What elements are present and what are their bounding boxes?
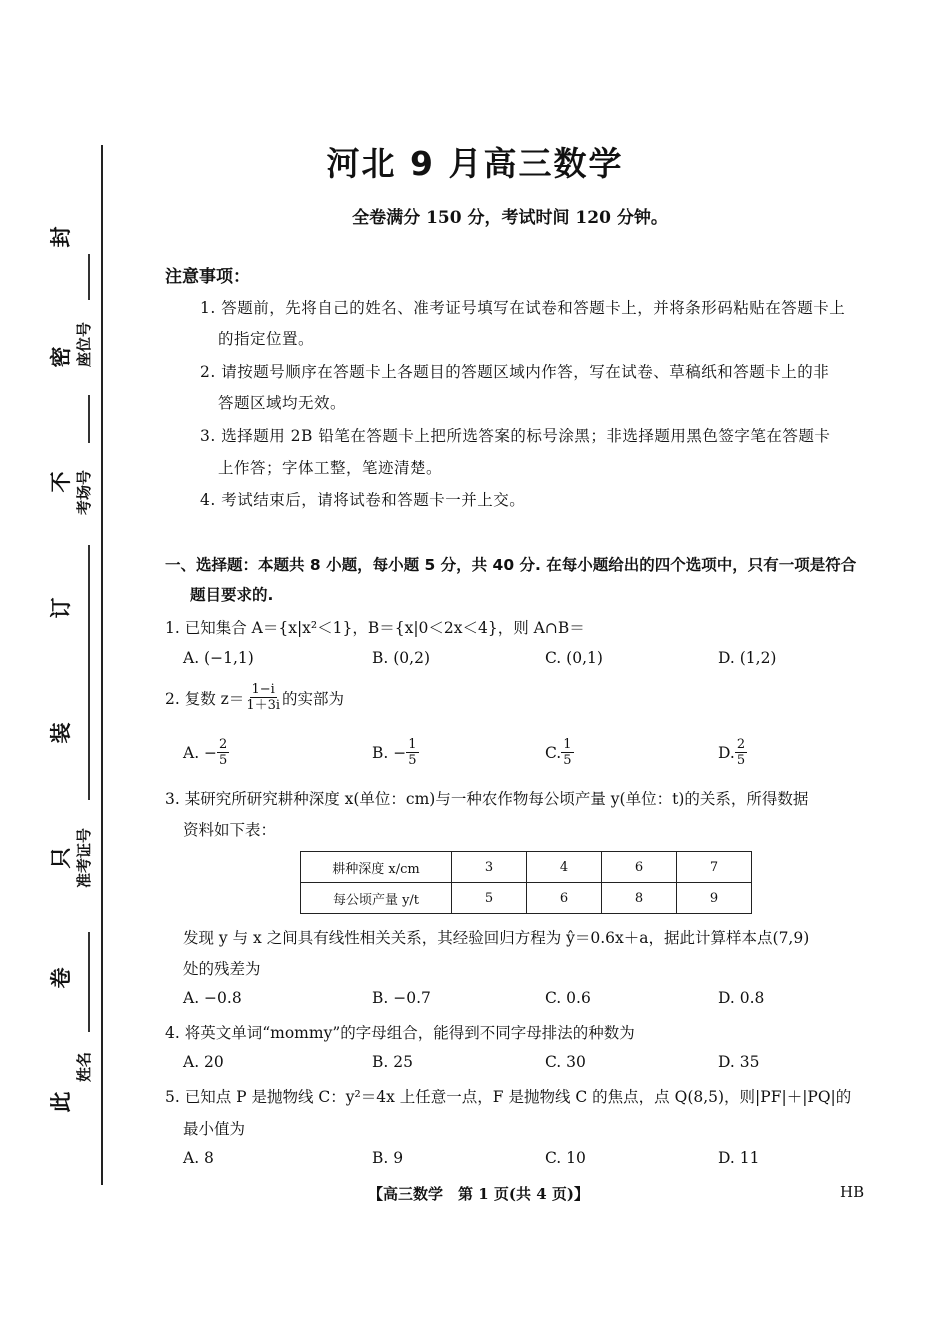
q2-option-label: D. [718,743,735,762]
q3-option-b: B. −0.7 [372,989,431,1007]
q2-option-label: B. − [372,743,407,762]
q2-option-a [183,737,229,768]
q5-option-c: C. 10 [545,1149,586,1167]
footer-code: HB [840,1183,865,1201]
table-row [301,852,752,883]
table-cell: 9 [677,883,752,914]
q5-option-b: B. 9 [372,1149,404,1167]
q2-option-c [545,737,574,768]
question-3-followup-cont: 处的残差为 [183,960,261,978]
margin-char: 只 [49,847,73,869]
page-footer: 【高三数学 第 1 页(共 4 页)】 [368,1185,589,1203]
q2-frac-den: 1＋3i [246,698,281,713]
table-cell: 8 [602,883,677,914]
notice-line: 上作答；字体工整，笔迹清楚。 [218,459,443,477]
table-cell: 耕种深度 x/cm [301,852,452,883]
table-cell: 6 [527,883,602,914]
notice-line: 2. 请按题号顺序在答题卡上各题目的答题区域内作答，写在试卷、草稿纸和答题卡上的非 [200,363,830,381]
table-row [301,883,752,914]
q1-option-d: D. (1,2) [718,649,777,667]
q2-option-num: 1 [408,737,417,752]
q1-option-b: B. (0,2) [372,649,430,667]
question-4-stem: 4. 将英文单词“mommy”的字母组合，能得到不同字母排法的种数为 [165,1024,635,1042]
q2-option-den: 5 [563,753,572,768]
q2-stem-suffix: 的实部为 [282,689,345,708]
question-3-followup: 发现 y 与 x 之间具有线性相关关系，其经验回归方程为 ŷ＝0.6x＋a，据此计算样本点(7,9) [183,929,810,947]
q2-option-num: 2 [219,737,228,752]
q2-option-den: 5 [736,753,746,768]
seat-number-label: 座位号 [75,321,93,367]
section-heading-cont: 题目要求的. [190,586,274,604]
table-cell: 每公顷产量 y/t [301,883,452,914]
q4-option-c: C. 30 [545,1053,586,1071]
question-3-stem-cont: 资料如下表： [183,821,277,839]
notice-line: 4. 考试结束后，请将试卷和答题卡一并上交。 [200,491,526,509]
table-cell: 4 [527,852,602,883]
ticket-number-blank[interactable] [88,545,90,800]
margin-char: 订 [49,597,73,619]
margin-char: 卷 [49,967,73,989]
page-title: 河北 9 月高三数学 [326,144,624,183]
notice-line: 的指定位置。 [218,330,315,348]
table-cell: 5 [452,883,527,914]
question-5-stem-cont: 最小值为 [183,1120,246,1138]
notice-line: 3. 选择题用 2B 铅笔在答题卡上把所选答案的标号涂黑；非选择题用黑色签字笔在答题卡 [200,427,831,445]
question-2-stem [165,682,344,713]
seat-number-blank[interactable] [88,254,90,300]
notice-line: 答题区域均无效。 [218,394,347,412]
table-cell: 3 [452,852,527,883]
exam-info: 全卷满分 150 分，考试时间 120 分钟。 [352,208,668,228]
q2-option-den: 5 [408,753,417,768]
q3-option-c: C. 0.6 [545,989,591,1007]
question-3-stem: 3. 某研究所研究耕种深度 x(单位：cm)与一种农作物每公顷产量 y(单位：t)的关系，所得数据 [165,790,809,808]
q4-option-b: B. 25 [372,1053,413,1071]
q2-option-d [718,737,747,768]
margin-char: 密 [49,346,73,368]
binding-line [101,145,103,1185]
q3-option-a: A. −0.8 [183,989,242,1007]
q3-option-d: D. 0.8 [718,989,765,1007]
margin-char: 封 [49,226,73,248]
table-cell: 6 [602,852,677,883]
q2-option-b [372,737,419,768]
q1-option-c: C. (0,1) [545,649,603,667]
name-blank[interactable] [88,932,90,1032]
question-1-stem: 1. 已知集合 A＝{x|x²＜1}，B＝{x|0＜2x＜4}，则 A∩B＝ [165,619,585,637]
question-5-stem: 5. 已知点 P 是抛物线 C：y²＝4x 上任意一点，F 是抛物线 C 的焦点，点 Q(8,5)，则|PF|＋|PQ|的 [165,1088,852,1106]
exam-room-label: 考场号 [75,469,93,515]
name-label: 姓名 [75,1051,93,1082]
margin-char: 不 [49,471,73,493]
q1-option-a: A. (−1,1) [183,649,254,667]
q2-option-num: 1 [563,737,572,752]
q5-option-a: A. 8 [183,1149,214,1167]
q2-frac-num: 1−i [251,682,275,697]
q5-option-d: D. 11 [718,1149,760,1167]
exam-room-blank[interactable] [88,395,90,443]
q2-option-den: 5 [219,753,228,768]
notice-line: 1. 答题前，先将自己的姓名、准考证号填写在试卷和答题卡上，并将条形码粘贴在答题卡上 [200,299,846,317]
margin-char: 装 [49,722,73,744]
data-table [300,851,752,914]
q4-option-d: D. 35 [718,1053,760,1071]
section-heading: 一、选择题：本题共 8 小题，每小题 5 分，共 40 分. 在每小题给出的四个选项中，只有一项是符合 [165,556,857,574]
notice-heading: 注意事项： [165,267,250,287]
q2-option-label: A. − [183,743,218,762]
q4-option-a: A. 20 [183,1053,224,1071]
q2-stem-prefix: 2. 复数 z＝ [165,689,245,708]
margin-char: 此 [49,1091,73,1113]
q2-fraction [244,682,282,713]
ticket-number-label: 准考证号 [75,827,93,888]
q2-option-label: C. [545,743,562,762]
table-cell: 7 [677,852,752,883]
q2-option-num: 2 [736,737,746,752]
